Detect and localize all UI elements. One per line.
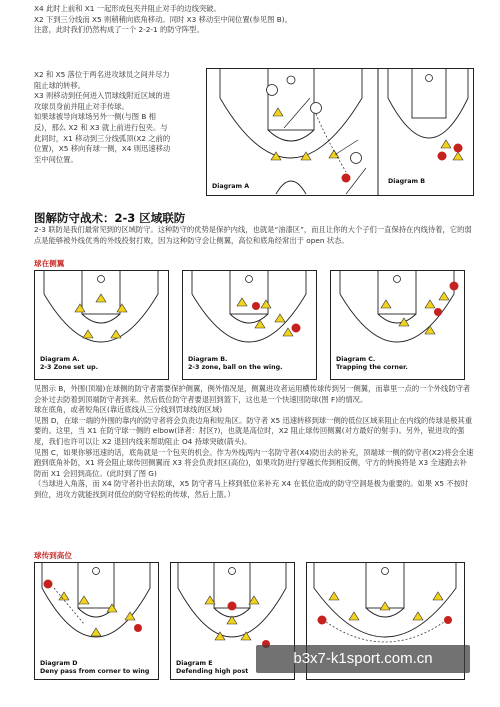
top-diagrams (206, 68, 474, 196)
caption-title: Diagram A. (40, 356, 80, 363)
section-paragraph: 2-3 联防是我们最常见到的区域防守。这种防守的优势是保护内线，也就是“油漆区”，而且让你的大个子们一直保持在内线待着，它的弱点是能够被外线优秀的外线投射打败，因为这种防守会让侧翼，高位和底角经常出于 open 状态。 (34, 225, 472, 245)
side-line: 攻球员身前并阻止对手传球。 (34, 101, 129, 111)
intro-line: X4 此时上前和 X1 一起形成包夹并阻止对手的边线突破。 (34, 4, 221, 13)
sub-heading-high-post: 球传到高位 (34, 551, 72, 560)
sub-heading-wing: 球在侧翼 (34, 259, 65, 268)
paragraph: 见图 D，在球一端的外围的靠内的防守者将会负责边角和短角区。防守者 X5 迅速转移到球一侧的低位区域来阻止在内线的传球是极其重要的。这里，当 X1 在防守球一侧的 elbow(译者：肘区?)，也就是高位时，X2 阻止球传回侧翼(对方最好的射手)。另外，锐进攻的强度，我们也许可以让 X2 退回内线来帮助阻止 O4 持球突破(箭头)。 (34, 415, 473, 446)
row2-caption-c (336, 356, 408, 372)
intro-line: X2 下到三分线而 X5 则稍稍向底角移动。同时 X3 移动至中间位置(参见图 B)。 (34, 14, 292, 24)
side-line: 反)，那么 X2 和 X3 就上前进行包夹。与 (34, 122, 168, 132)
side-line: 至中间位置。 (34, 154, 78, 164)
intro-line: 注意，此时我们仍然构成了一个 2-2-1 的防守阵型。 (34, 25, 204, 35)
top-diagram-a-caption: Diagram A (212, 183, 250, 190)
caption-title: Diagram C. (336, 356, 376, 363)
section-title: 图解防守战术：2-3 区域联防 (34, 211, 186, 225)
caption-sub: Trapping the corner. (336, 364, 408, 371)
paragraph: 见图示 B，外围(顶端)在球侧的防守者需要保护侧翼，例外情况是，侧翼进攻者运用横传球传到另一侧翼，而靠里一点的一个外线防守者会补过去防着到顶端防守者到来。然后低位防守者要退回到篮下，这也是一个快速回防球(图 F)的情况。 (34, 384, 471, 404)
watermark: b3x7-k1sport.com.cn (256, 645, 470, 673)
row2-caption-b (188, 356, 282, 372)
caption-title: Diagram E (176, 660, 213, 667)
side-line: X2 和 X5 落位于两名进攻球员之间并尽力 (34, 70, 170, 79)
paragraph: 见图 C，如果你够迅速的话，底角就是一个包夹的机会。作为外线两内一名防守者(X4)防出去的补充，顶端球一侧的防守者(X2)将会全速跑到底角补防，X1 将会阻止球传回侧翼而 X3 将会负责封区(高位)，如果攻防进行穿越长传到相反侧，守方的转换将是 X3 全速跑去补防而 X1 会回到高位。(此时到了图 G) (34, 447, 474, 478)
caption-sub: 2-3 zone, ball on the wing. (188, 364, 283, 371)
caption-title: Diagram B. (188, 356, 228, 363)
row2-caption-a (40, 356, 98, 372)
top-diagram-b-caption: Diagram B (388, 178, 426, 185)
side-line: 位置)，X5 移向有球一侧，X4 则迅速移动 (34, 144, 171, 154)
side-line: 阻止球的转移。 (34, 80, 86, 90)
paragraph: （当球进入角落，而 X4 防守者扑出去防球，X5 防守者马上移到低位来补充 X4 在低位造成的防守空洞是极为重要的。如果 X5 不按时到位，进攻方就能找到对低位的防守轻松的传球，然后上篮。） (34, 479, 469, 499)
sub-heading-high-post-wrap (34, 550, 72, 561)
sub-heading-wing-wrap (34, 258, 64, 269)
side-line: 此同时，X1 移动到三分线弧顶(X2 之前的 (34, 133, 171, 143)
side-line: 如果球被导向球场另外一侧(与图 B 相 (34, 112, 156, 122)
side-line: X3 则移动到任何进入罚球线附近区域的进 (34, 91, 171, 101)
paragraph: 球在底角，或者短角区(靠近底线从三分线到罚球线的区域) (34, 405, 223, 415)
middle-text (34, 384, 474, 501)
side-text (34, 70, 170, 165)
caption-title: Diagram D (40, 660, 78, 667)
intro-block (34, 4, 292, 36)
caption-sub: Defending high post (176, 668, 249, 675)
section-paragraph-wrap (34, 225, 474, 246)
row3-caption-d (40, 660, 149, 676)
caption-sub: 2-3 Zone set up. (40, 364, 99, 371)
section-title-wrap (34, 210, 185, 226)
row3-caption-e (176, 660, 248, 676)
caption-sub: Deny pass from corner to wing (40, 668, 150, 675)
